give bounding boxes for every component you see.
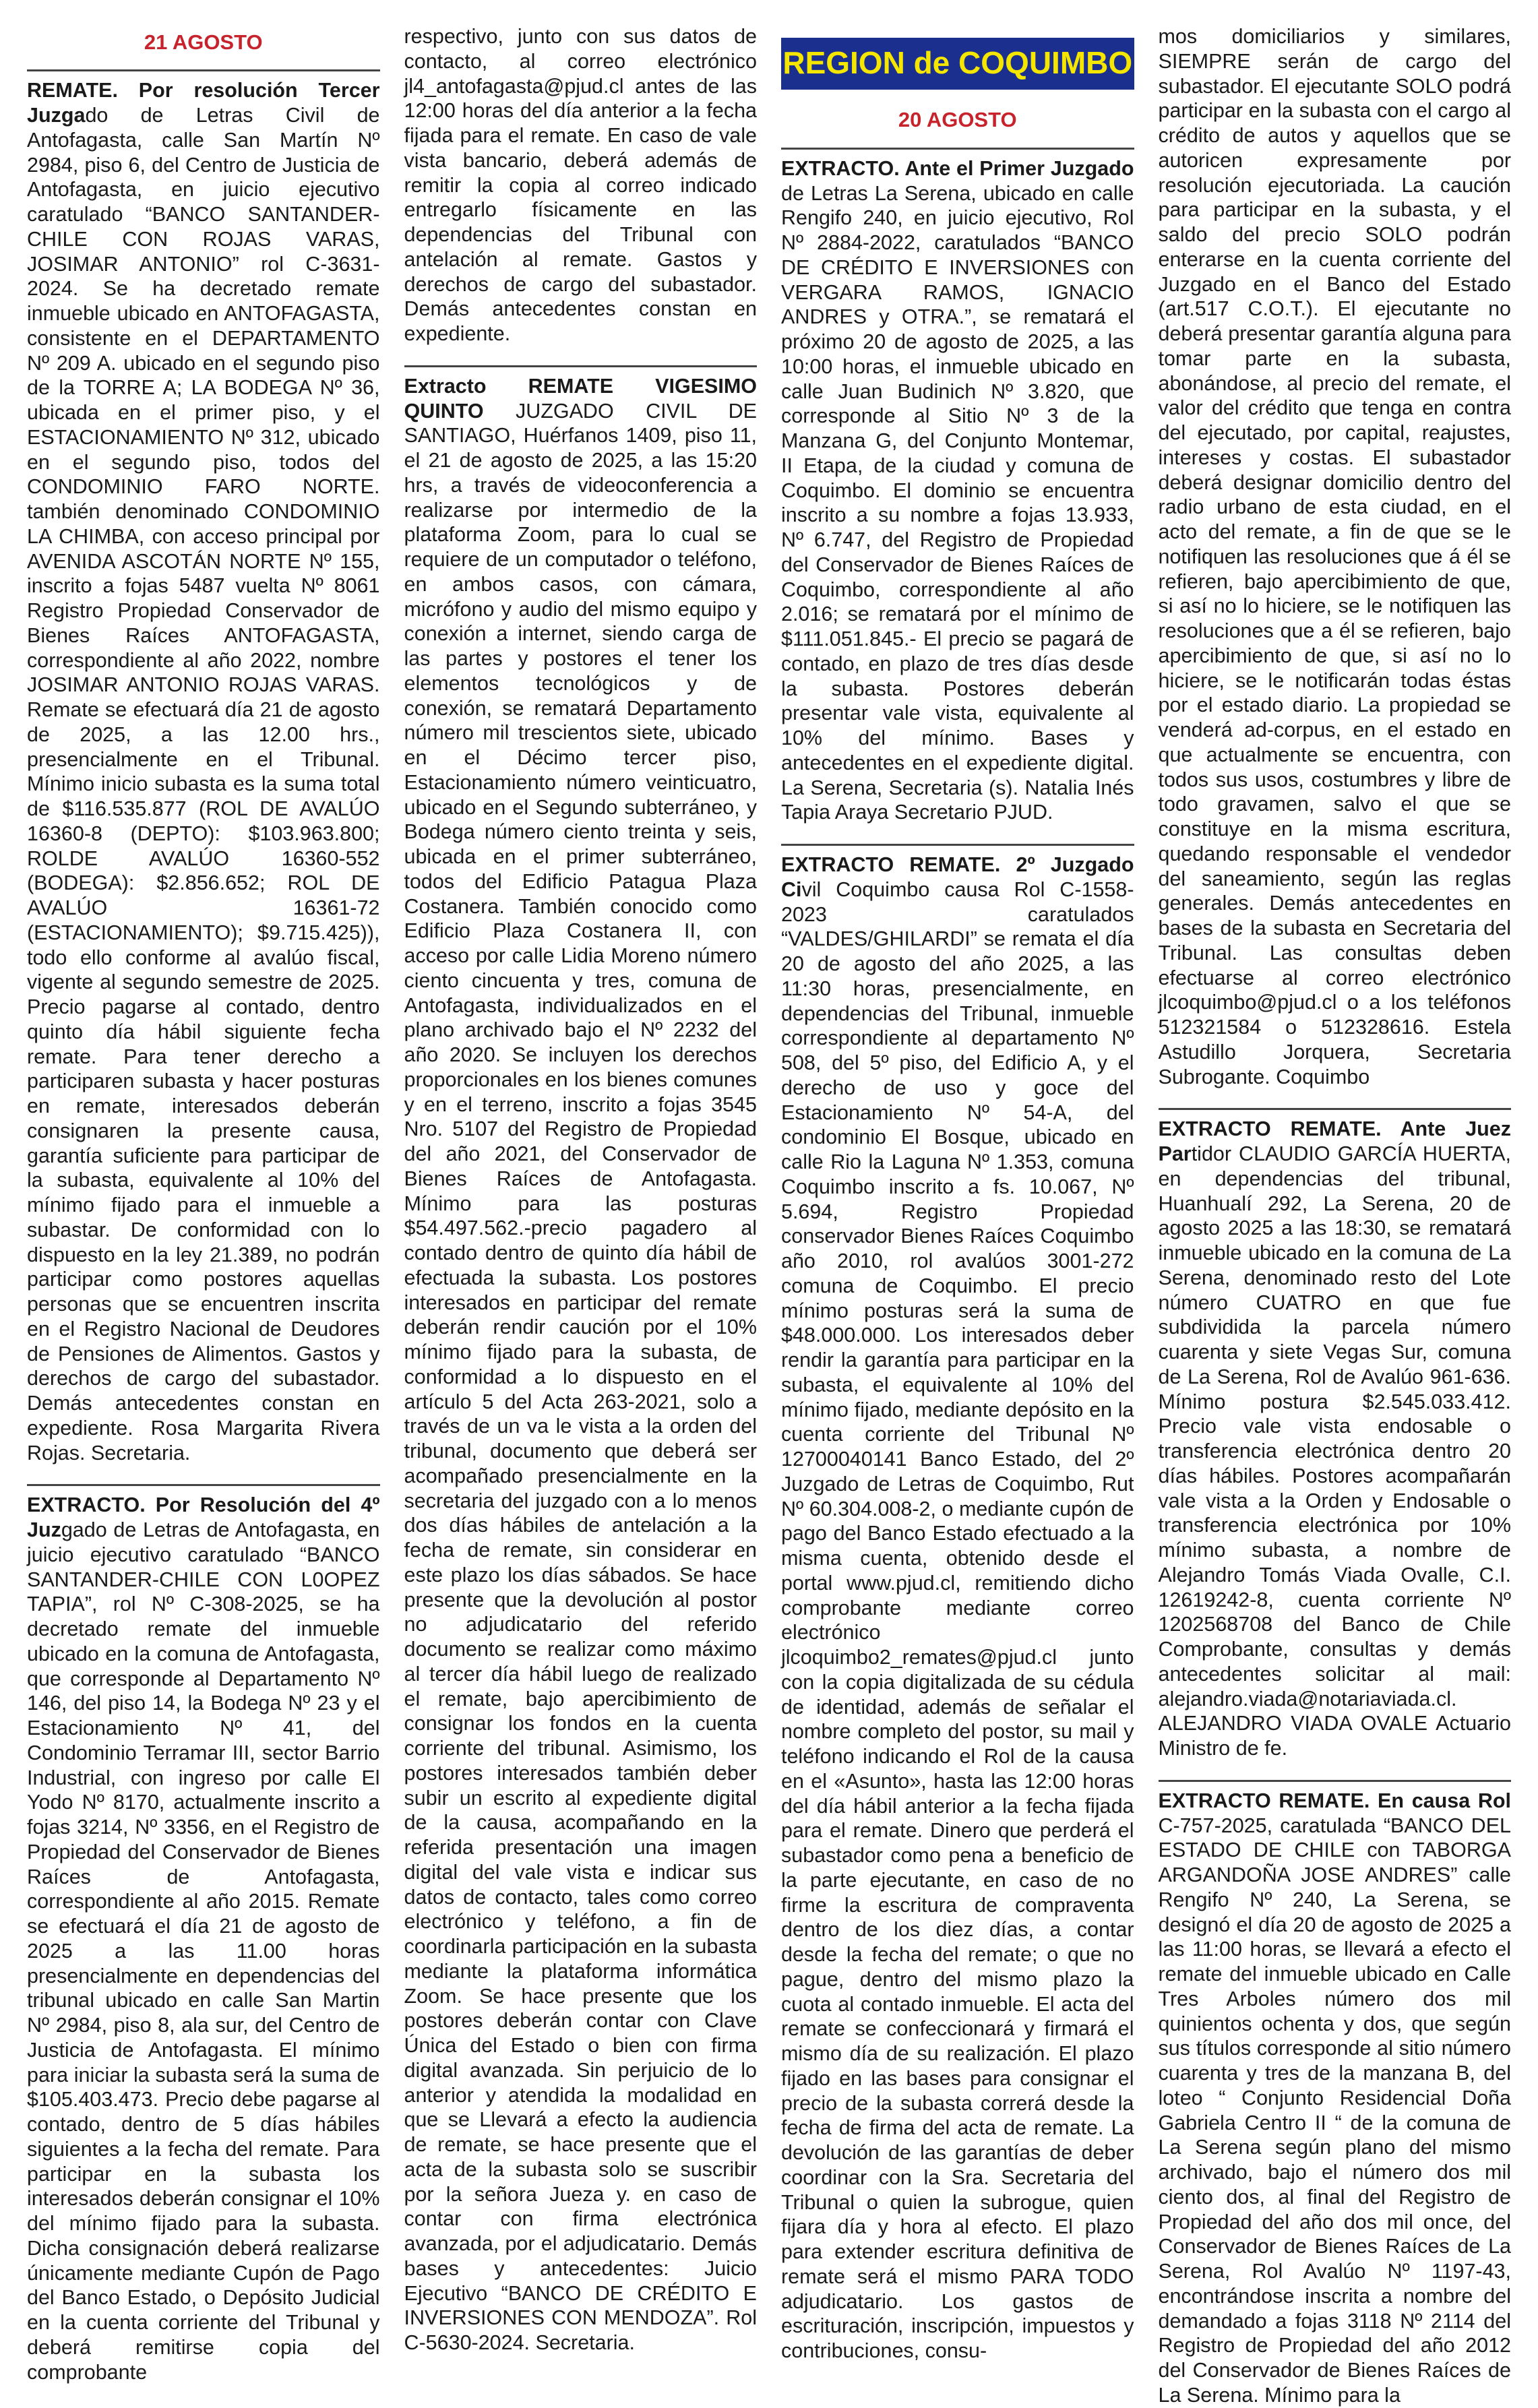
section-date: 20 AGOSTO xyxy=(898,108,1017,132)
notice-body: mos domiciliarios y similares, SIEMPRE serán de cargo del subastador. El ejecutante SOLO podrá participar en la subasta con el cargo al crédito de autos y aquellos que se autoricen expresamente por resolución ejecutoriada. La caución para participar en la subasta, y el saldo del precio SOLO podrán enterarse en la cuenta corriente del Juzgado en el Banco del Estado (art.517 C.O.T.). El ejecutante no deberá presentar garantía alguna para tomar parte en la subasta, abonándose, al precio del remate, el valor del crédito que tenga en contra del ejecutado, por capital, reajustes, intereses y costas. El subastador deberá designar domicilio dentro del radio urbano de esta ciudad, en el acto del remate, a fin de que se le notifiquen las resoluciones que á él se refieren, bajo apercibimiento de que, si así no lo hiciere, se le notifiquen las resoluciones que a él se refieren, bajo apercibimiento de que, si así no lo hiciere, se le notificarán todas éstas por el estado diario. La propiedad se venderá ad-corpus, en el estado en que actualmente se encuentra, con todos sus usos, costumbres y libre de todo gravamen, salvo el que se constituye en la misma escritura, quedando responsable el vendedor del saneamiento, según las reglas generales. Demás antecedentes en bases de la subasta en Secretaria del Tribunal. Las consultas deben efectuarse al correo electrónico jlcoquimbo@pjud.cl o a los teléfonos 512321584 o 512328616. Estela Astudillo Jorquera, Secretaria Subrogante. Coquimbo xyxy=(1158,25,1511,1088)
legal-notice xyxy=(27,1493,380,2384)
legal-notice xyxy=(1159,1789,1512,2408)
notice-body: JUZGADO CIVIL DE SANTIAGO, Huérfanos 1409, piso 11, el 21 de agosto de 2025, a las 15:20 hrs, a través de videoconferencia a realizarse por intermedio de la plataforma Zoom, para lo cual se requiere de un computador o teléfono, en ambos casos, con cámara, micrófono y audio del mismo equipo y conexión a internet, siendo carga de las partes y postores el tener los elementos tecnológicos y de conexión, se rematará Departamento número mil trescientos siete, ubicado en el Décimo tercer piso, Estacionamiento número veinticuatro, ubicado en el Segundo subterráneo, y Bodega número ciento treinta y seis, ubicada en el primer subterráneo, todos del Edificio Patagua Plaza Costanera. También conocido como Edificio Plaza Costanera II, con acceso por calle Lidia Moreno número ciento cincuenta y tres, comuna de Antofagasta, individualizados en el plano archivado bajo el Nº 2232 del año 2020. Se incluyen los derechos proporcionales en los bienes comunes y en el terreno, inscrito a fojas 3545 Nro. 5107 del Registro de Propiedad del año 2021, del Conservador de Bienes Raíces de Antofagasta. Mínimo para las posturas $54.497.562.-precio pagadero al contado dentro de quinto día hábil de efectuada la subasta. Los postores interesados en participar del remate deberán rendir caución por el 10% mínimo fijado para la subasta, de conformidad a lo dispuesto en el artículo 5 del Acta 263-2021, solo a través de un va le vista a la orden del tribunal, documento que deberá ser acompañado presencialmente en la secretaria del juzgado con a lo menos dos días hábiles de antelación a la fecha de remate, sin considerar en este plazo los días sábados. Se hace presente que la devolución al postor no adjudicatario del referido documento se realizar como máximo al tercer día hábil luego de realizado el remate, bajo apercibimiento de consignar los fondos en la cuenta corriente del tribunal. Asimismo, los postores interesados también deber subir un escrito al expediente digital de la causa, acompañando en la referida presentación una imagen digital del vale vista e indicar sus datos de contacto, tales como correo electrónico y teléfono, a fin de coordinarla participación en la subasta mediante la plataforma informática Zoom. Se hace presente que los postores deberán contar con Clave Única del Estado o bien con firma digital avanzada. Sin perjuicio de lo anterior y atendida la modalidad en que se Llevará a efecto la audiencia de remate, se hace presente que el acta de la subasta solo se suscribir por la señora Jueza y. en caso de contar con firma electrónica avanzada, por el adjudicatario. Demás bases y antecedentes: Juicio Ejecutivo “BANCO DE CRÉDITO E INVERSIONES CON MENDOZA”. Rol C-5630-2024. Secretaria. xyxy=(404,399,757,2354)
notice-lead: REMATE. Por resolución Tercer Juzga xyxy=(27,79,380,127)
column-1 xyxy=(27,24,380,2384)
legal-notice-continued xyxy=(404,24,758,346)
notice-body: do de Letras Civil de Antofagasta, calle San Martín Nº 2984, piso 6, del Centro de Justicia de Antofagasta, en juicio ejecutivo caratulado “BANCO SANTANDER-CHILE CON ROJAS VARAS, JOSIMAR ANTONIO” rol C-3631-2024. Se ha decretado remate inmueble ubicado en ANTOFAGASTA, consistente en el DEPARTAMENTO Nº 209 A. ubicado en el segundo piso de la TORRE A; LA BODEGA Nº 36, ubicada en el primer piso, y el ESTACIONAMIENTO Nº 312, ubicado en el segundo piso, todos del CONDOMINIO FARO NORTE. también denominado CONDOMINIO LA CHIMBA, con acceso principal por AVENIDA ASCOTÁN NORTE Nº 155, inscrito a fojas 5487 vuelta Nº 8061 Registro Propiedad Conservador de Bienes Raíces ANTOFAGASTA, correspondiente al año 2022, nombre JOSIMAR ANTONIO ROJAS VARAS. Remate se efectuará día 21 de agosto de 2025, a las 12.00 hrs., presencialmente en el Tribunal. Mínimo inicio subasta es la suma total de $116.535.877 (ROL DE AVALÚO 16360-8 (DEPTO): $103.963.800; ROLDE AVALÚO 16360-552 (BODEGA): $2.856.652; ROL DE AVALÚO 16361-72 (ESTACIONAMIENTO); $9.715.425)), todo ello conforme al avalúo fiscal, vigente al segundo semestre de 2025. Precio pagarse al contado, dentro quinto día hábil siguiente fecha remate. Para tener derecho a participaren subasta y hacer posturas en remate, interesados deberán consignaren la presente causa, garantía suficiente para participar de la subasta, equivalente al 10% del mínimo fijado para el inmueble a subastar. De conformidad con lo dispuesto en la ley 21.389, no podrán participar como postores aquellas personas que se encuentren inscrita en el Registro Nacional de Deudores de Pensiones de Alimentos. Gastos y derechos de cargo del subastador. Demás antecedentes constan en expediente. Rosa Margarita Rivera Rojas. Secretaria. xyxy=(27,104,380,1464)
notice-body: respectivo, junto con sus datos de contacto, al correo electrónico jl4_antofagasta@pjud.cl antes de las 12:00 horas del día anterior a la fecha fijada para el remate. En caso de vale vista bancario, deberá además de remitir la copia al correo indicado entregarlo físicamente en las dependencias del Tribunal con antelación al remate. Gastos y derechos de cargo del subastador. Demás antecedentes constan en expediente. xyxy=(404,25,757,345)
notice-lead: EXTRACTO REMATE. 2º Juzgado Ci xyxy=(781,853,1134,901)
notice-body: gado de Letras de Antofagasta, en juicio ejecutivo caratulado “BANCO SANTANDER-CHILE CON L0OPEZ TAPIA”, rol Nº C-308-2025, se ha decretado remate del inmueble ubicado en la comuna de Antofagasta, que corresponde al Departamento Nº 146, del piso 14, la Bodega Nº 23 y el Estacionamiento Nº 41, del Condominio Terramar III, sector Barrio Industrial, con ingreso por calle El Yodo Nº 8170, actualmente inscrito a fojas 3214, Nº 3356, en el Registro de Propiedad del Conservador de Bienes Raíces de Antofagasta, correspondiente al año 2015. Remate se efectuará el día 21 de agosto de 2025 a las 11.00 horas presencialmente en dependencias del tribunal ubicado en calle San Martin Nº 2984, piso 8, ala sur, del Centro de Justicia de Antofagasta. El mínimo para iniciar la subasta será la suma de $105.403.473. Precio debe pagarse al contado, dentro de 5 días hábiles siguientes a la fecha del remate. Para participar en la subasta los interesados deberán consignar el 10% del mínimo fijado para la subasta. Dicha consignación deberá realizarse únicamente mediante Cupón de Pago del Banco Estado, o Depósito Judicial en la cuenta corriente del Tribunal y deberá remitirse copia del comprobante xyxy=(27,1518,380,2384)
divider xyxy=(1159,1108,1512,1110)
legal-notice-continued xyxy=(1159,24,1512,1089)
notice-lead: EXTRACTO. Ante el Primer Juzgado xyxy=(781,156,1134,180)
legal-notice xyxy=(1159,1117,1512,1761)
divider xyxy=(1159,1780,1512,1782)
column-4 xyxy=(1158,24,1512,2407)
notice-body: tidor CLAUDIO GARCÍA HUERTA, en dependencias del tribunal, Huanhualí 292, La Serena, 20 de agosto 2025 a las 18:30, se rematará inmueble ubicado en la comuna de La Serena, denominado resto del Lote número CUATRO en que fue subdividida la parcela número cuarenta y siete Vegas Sur, comuna de La Serena, Rol de Avalúo 961-636. Mínimo postura $2.545.033.412. Precio vale vista endosable o transferencia electrónica dentro 20 días hábiles. Postores acompañarán vale vista a la Orden y Endosable o transferencia electrónica por 10% mínimo subasta, a nombre de Alejandro Tomás Viada Ovalle, C.I. 12619242-8, cuenta corriente Nº 1202568708 del Banco de Chile Comprobante, consultas y demás antecedentes solicitar al mail: alejandro.viada@notariaviada.cl. ALEJANDRO VIADA OVALE Actuario Ministro de fe. xyxy=(1158,1142,1511,1760)
column-3 xyxy=(781,24,1134,2363)
notice-body: vil Coquimbo causa Rol C-1558-2023 caratulados “VALDES/GHILARDI” se remata el día 20 de agosto del año 2025, a las 11:30 horas, presencialmente, en dependencias del Tribunal, inmueble correspondiente al departamento Nº 508, del 5º piso, del Edificio A, y el derecho de uso y goce del Estacionamiento Nº 54-A, del condominio El Bosque, ubicado en calle Rio la Laguna Nº 1.353, comuna Coquimbo inscrito a fs. 10.067, Nº 5.694, Registro Propiedad conservador Bienes Raíces Coquimbo año 2010, rol avalúos 3001-272 comuna de Coquimbo. El precio mínimo posturas será la suma de $48.000.000. Los interesados deber rendir la garantía para participar en la subasta, el equivalente al 10% del mínimo fijado, mediante depósito en la cuenta corriente del Tribunal Nº 12700040141 Banco Estado, del 2º Juzgado de Letras de Coquimbo, Rut Nº 60.304.008-2, o mediante cupón de pago del Banco Estado efectuado a la misma cuenta, obtenido desde el portal www.pjud.cl, remitiendo dicho comprobante mediante correo electrónico jlcoquimbo2_remates@pjud.cl junto con la copia digitalizada de su cédula de identidad, además de señalar el nombre completo del postor, su mail y teléfono indicando el Rol de la causa en el «Asunto», hasta las 12:00 horas del día hábil anterior a la fecha fijada para el remate. Dinero que perderá el subastador como pena a beneficio de la parte ejecutante, en caso de no firme la escritura de compraventa dentro de los diez días, a contar desde la fecha del remate; o que no pague, dentro del mismo plazo la cuota al contado inmueble. El acta del remate se confeccionará y firmará el mismo día de su realización. El plazo fijado en las bases para consignar el precio de la subasta correrá desde la fecha de firma del acta de remate. La devolución de las garantías de deber coordinar con la Sra. Secretaria del Tribunal o quien la subrogue, quien fijara día y hora al efecto. El plazo para extender escritura definitiva de remate será el mismo PARA TODO adjudicatario. Los gastos de escrituración, inscripción, impuestos y contribuciones, consu- xyxy=(781,877,1134,2363)
region-banner: REGION de COQUIMBO xyxy=(781,38,1134,90)
divider xyxy=(404,365,758,367)
legal-notice xyxy=(781,156,1134,825)
legal-notice xyxy=(781,853,1134,2364)
divider xyxy=(781,148,1134,150)
divider xyxy=(27,69,380,71)
notice-lead: Extracto REMATE VIGESIMO QUINTO xyxy=(404,374,757,423)
section-date: 21 AGOSTO xyxy=(144,30,263,54)
notice-lead: EXTRACTO. Por Resolución del 4º Juz xyxy=(27,1493,380,1542)
notice-lead: EXTRACTO REMATE. En causa Rol xyxy=(1158,1789,1511,1812)
notice-body: C-757-2025, caratulada “BANCO DEL ESTADO DE CHILE con TABORGA ARGANDOÑA JOSE ANDRES” calle Rengifo Nº 240, La Serena, se designó el día 20 de agosto de 2025 a las 11:00 horas, se llevará a efecto el remate del inmueble ubicado en Calle Tres Arboles número dos mil quinientos ochenta y dos, que según sus títulos corresponde al sitio número cuarenta y tres de la manzana B, del loteo “ Conjunto Residencial Doña Gabriela Centro II “ de la comuna de La Serena según plano del mismo archivado, bajo el número dos mil ciento dos, al final del Registro de Propiedad del año dos mil once, del Conservador de Bienes Raíces de La Serena, Rol Avalúo Nº 1197-43, encontrándose inscrita a nombre del demandado a fojas 3118 Nº 2114 del Registro de Propiedad del año 2012 del Conservador de Bienes Raíces de La Serena. Mínimo para la xyxy=(1158,1814,1511,2407)
divider xyxy=(781,844,1134,846)
legal-notice xyxy=(404,374,758,2355)
notice-lead: EXTRACTO REMATE. Ante Juez Par xyxy=(1158,1117,1511,1165)
column-2 xyxy=(404,24,758,2354)
legal-notice xyxy=(27,78,380,1465)
notice-body: de Letras La Serena, ubicado en calle Rengifo 240, en juicio ejecutivo, Rol Nº 2884-2022, caratulados “BANCO DE CRÉDITO E INVERSIONES con VERGARA RAMOS, IGNACIO ANDRES y OTRA.”, se rematará el próximo 20 de agosto de 2025, a las 10:00 horas, el inmueble ubicado en calle Juan Budinich Nº 3.820, que corresponde al Sitio Nº 3 de la Manzana G, del Conjunto Montemar, II Etapa, de la ciudad y comuna de Coquimbo. El dominio se encuentra inscrito a su nombre a fojas 13.933, Nº 6.747, del Registro de Propiedad del Conservador de Bienes Raíces de Coquimbo, correspondiente al año 2.016; se rematará por el mínimo de $111.051.845.- El precio se pagará de contado, en plazo de tres días desde la subasta. Postores deberán presentar vale vista, equivalente al 10% del mínimo. Bases y antecedentes en el expediente digital. La Serena, Secretaria (s). Natalia Inés Tapia Araya Secretario PJUD. xyxy=(781,181,1134,824)
divider xyxy=(27,1484,380,1486)
